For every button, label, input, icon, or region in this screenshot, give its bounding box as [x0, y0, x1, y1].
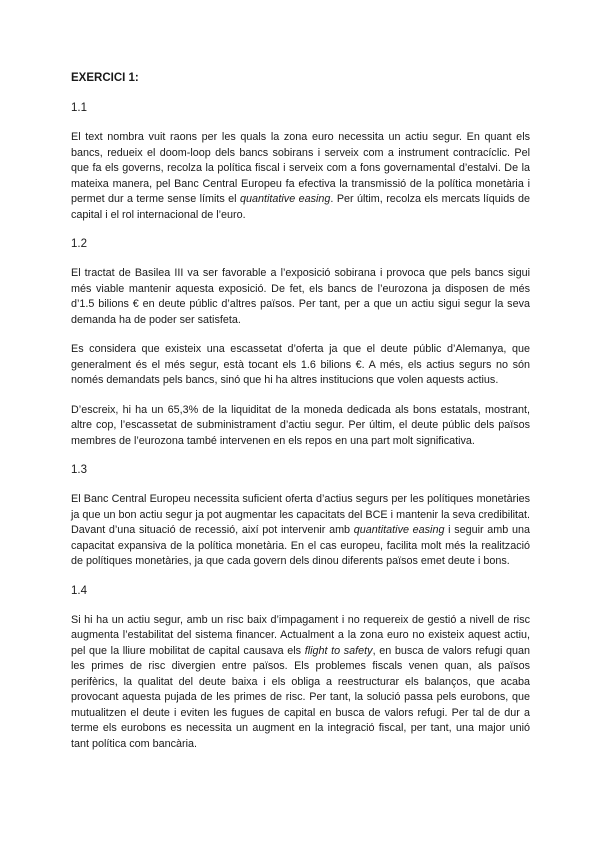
section-number: 1.4 — [71, 584, 87, 597]
paragraph: Es considera que existeix una escassetat d’oferta ja que el deute públic d’Alemanya, que generalment és el més segur, està tocant els 1.6 bilions €. A més, els actius segurs no són només demandats pels bancs, sinó que hi ha altres institucions que volen aquests actius. — [71, 343, 530, 386]
italic-term: quantitative easing — [239, 193, 331, 205]
paragraph: D’escreix, hi ha un 65,3% de la liquiditat de la moneda dedicada als bons estatals, mostrant, altre cop, l’escassetat de subministrament d’actiu segur. Per últim, el deute públic dels països membres de l’eurozona també intervenen en els repos en una part molt significativa. — [71, 403, 530, 447]
paragraph: Si hi ha un actiu segur, amb un risc baix d’impagament i no requereix de gestió a nivell de risc augmenta l’estabilitat del sistema financer. Actualment a la zona euro no existeix aquest actiu, pel que la lliure mobilitat de capital causava els flight to safety, en busca de valors refugi quan les primes de risc divergien entre països. Els problemes fiscals venen quan, als països perifèrics, la qualitat del deute baixa i els obliga a reestructurar els balanços, que acaba provocant aquesta pujada de les primes de risc. Per tant, la solució passa pels eurobons, que mutualitzen el deute i eviten les fugues de capital en busca de valors refugi. Per tal de dur a terme els eurobons es necessita un augment en la integració fiscal, per tant, una major unió tant política com bancària. — [71, 613, 530, 750]
section-number: 1.3 — [71, 464, 87, 476]
paragraph: El Banc Central Europeu necessita suficient oferta d’actius segurs per les polítiques monetàries ja que un bon actiu segur ja pot augmentar les capacitats del BCE i mantenir la seva credibilitat. Davant d’una situació de recessió, així pot intervenir amb quantitative easing i seguir amb una capacitat expansiva de la política monetària. En el cas europeu, facilita molt més la realització de polítiques monetàries, ja que cada govern dels dinou diferents països emet deute i bons. — [71, 493, 530, 567]
paragraph: El tractat de Basilea III va ser favorable a l’exposició sobirana i provoca que pels bancs sigui més viable mantenir aquesta exposició. De fet, els bancs de l’eurozona ja disposen de més d’1.5 bilions € en deute públic d’altres països. Per tant, per a que un actiu sigui segur la seva demanda ha de poder ser satisfeta. — [71, 267, 530, 326]
exercise-title: EXERCICI 1: — [71, 72, 139, 84]
italic-term: flight to safety — [304, 644, 373, 657]
italic-term: quantitative easing — [353, 524, 445, 536]
section-number: 1.1 — [71, 102, 87, 114]
section-number: 1.2 — [71, 238, 87, 250]
paragraph: El text nombra vuit raons per les quals la zona euro necessita un actiu segur. En quant els bancs, redueix el doom-loop dels bancs sobirans i serveix com a instrument contracíclic. Pel que fa els governs, recolza la política fiscal i serveix com a fons governamental d’estalvi. De la mateixa manera, pel Banc Central Europeu fa efectiva la transmissió de la política monetària i permet dur a terme sense límits el quantitative easing. Per últim, recolza els mercats líquids de capital i el rol internacional de l’euro. — [71, 131, 530, 221]
